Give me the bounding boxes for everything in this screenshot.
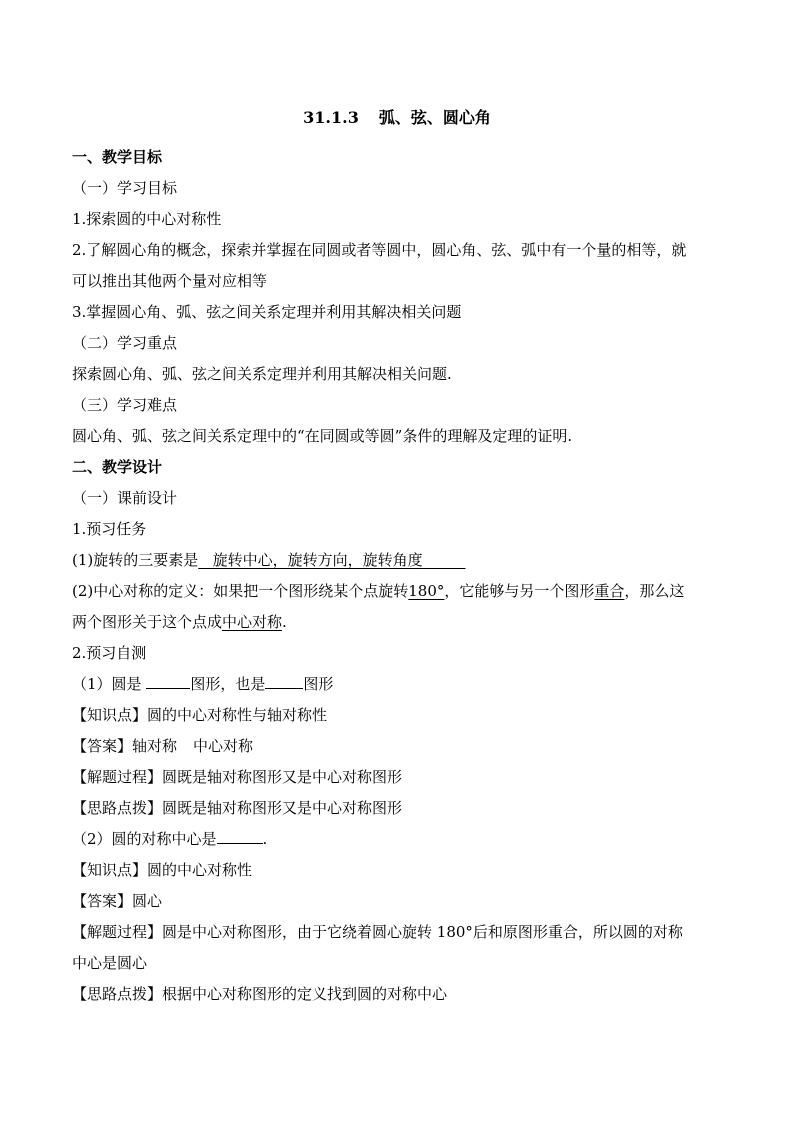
question-2-blank[interactable]	[217, 827, 263, 844]
task-1-answer	[198, 551, 465, 569]
answer-text-b: 中心对称	[193, 737, 254, 755]
goal-3: 3.掌握圆心角、弧、弦之间关系定理并利用其解决相关问题	[72, 303, 462, 321]
question-1-hint	[72, 793, 732, 824]
lesson-title	[0, 106, 794, 130]
task-1	[72, 545, 732, 576]
process-text-a: 圆是中心对称图形，由于它绕着圆心旋转 180°后和原图形重合，所以圆的对称	[162, 923, 683, 941]
task-1-answer-text: 旋转中心，旋转方向，旋转角度	[212, 551, 423, 569]
hint-text: 根据中心对称图形的定义找到圆的对称中心	[162, 985, 448, 1003]
question-1-answer	[72, 731, 732, 762]
subheading-key-points: （二）学习重点	[72, 334, 178, 352]
question-1-text-a: （1）圆是	[72, 675, 142, 693]
process-label: 【解题过程】	[72, 923, 163, 941]
answer-text-a: 轴对称	[132, 737, 178, 755]
subheading-learning-goals: （一）学习目标	[72, 179, 178, 197]
task-2-line-2	[72, 607, 732, 638]
section-heading-objectives: 一、教学目标	[72, 148, 163, 166]
question-2-hint	[72, 979, 732, 1010]
key-points-text: 探索圆心角、弧、弦之间关系定理并利用其解决相关问题.	[72, 365, 452, 383]
process-label: 【解题过程】	[72, 768, 163, 786]
knowledge-label: 【知识点】	[72, 861, 148, 879]
task-1-prefix: (1)旋转的三要素是	[72, 551, 199, 569]
task-2-text-c: ，那么这	[624, 582, 685, 600]
hint-text: 圆既是轴对称图形又是中心对称图形	[162, 799, 403, 817]
question-1-process	[72, 762, 732, 793]
self-test-title: 2.预习自测	[72, 644, 147, 662]
answer-label: 【答案】	[72, 892, 133, 910]
question-1-blank-1[interactable]	[146, 672, 190, 689]
knowledge-label: 【知识点】	[72, 706, 148, 724]
knowledge-text: 圆的中心对称性与轴对称性	[147, 706, 328, 724]
lesson-number: 31.1.3	[303, 108, 359, 127]
question-1-text-b: 图形，也是	[190, 675, 266, 693]
question-2-text-b: .	[262, 830, 268, 848]
subheading-preclass-design: （一）课前设计	[72, 489, 178, 507]
question-1	[72, 669, 732, 700]
answer-text: 圆心	[132, 892, 163, 910]
subheading-difficulties: （三）学习难点	[72, 396, 178, 414]
question-1-blank-2[interactable]	[265, 672, 303, 689]
question-2-answer	[72, 886, 732, 917]
question-2	[72, 824, 732, 855]
lesson-name: 弧、弦、圆心角	[378, 108, 491, 127]
knowledge-text: 圆的中心对称性	[147, 861, 253, 879]
task-2-text-e: .	[282, 613, 287, 631]
goal-1: 1.探索圆的中心对称性	[72, 210, 222, 228]
question-2-process-line-2: 中心是圆心	[72, 954, 148, 972]
hint-label: 【思路点拨】	[72, 985, 163, 1003]
question-1-text-c: 图形	[303, 675, 334, 693]
section-heading-design: 二、教学设计	[72, 458, 163, 476]
task-2-text-d: 两个图形关于这个点成	[72, 613, 223, 631]
preview-task-title: 1.预习任务	[72, 520, 147, 538]
task-2-coincide-answer: 重合	[594, 582, 625, 600]
question-2-process-line-1	[72, 917, 732, 948]
question-2-knowledge	[72, 855, 732, 886]
process-text: 圆既是轴对称图形又是中心对称图形	[162, 768, 403, 786]
difficulties-text: 圆心角、弧、弦之间关系定理中的“在同圆或等圆”条件的理解及定理的证明.	[72, 427, 573, 445]
hint-label: 【思路点拨】	[72, 799, 163, 817]
goal-2-line-2: 可以推出其他两个量对应相等	[72, 272, 268, 290]
goal-2-line-1: 2.了解圆心角的概念，探索并掌握在同圆或者等圆中，圆心角、弦、弧中有一个量的相等，就	[72, 241, 687, 259]
task-2-text-a: (2)中心对称的定义：如果把一个图形绕某个点旋转	[72, 582, 409, 600]
question-1-knowledge	[72, 700, 732, 731]
answer-label: 【答案】	[72, 737, 133, 755]
task-2-symmetry-answer: 中心对称	[222, 613, 283, 631]
task-2-line-1	[72, 576, 732, 607]
question-2-text-a: （2）圆的对称中心是	[72, 830, 217, 848]
document-body	[72, 142, 732, 1010]
task-2-angle-answer: 180°	[408, 582, 445, 600]
task-2-text-b: ，它能够与另一个图形	[444, 582, 595, 600]
